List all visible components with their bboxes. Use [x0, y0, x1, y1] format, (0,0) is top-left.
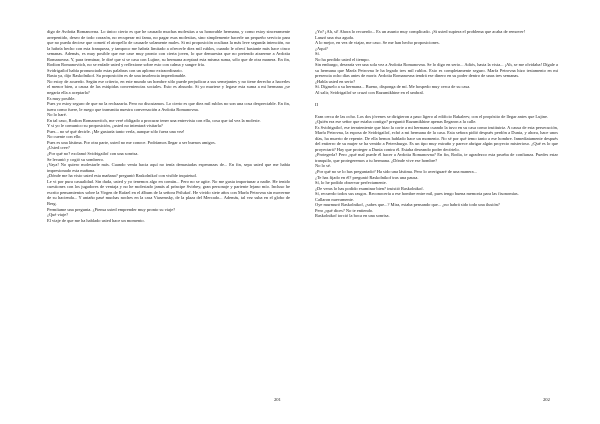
paragraph: Svidrigailof había pronunciado estas palabras con un aplomo extraordinario. — [47, 67, 183, 73]
paragraph: Y si yo le comunico su proposición, ¿usted no intentará visitarla? — [47, 123, 163, 129]
paragraph: Sí, recuerdo todos sus rasgos. Reconocería a ese hombre entre mil, pues tengo buena memoria para las fisonomías. — [315, 191, 519, 197]
paragraph: ¿Por qué no? exclamó Svidrigailof con una sonrisa. — [47, 151, 139, 157]
paragraph: ¿Aquí? — [315, 45, 328, 51]
paragraph: Callaron nuevamente. — [315, 196, 354, 202]
paragraph: ¡Vaya! No quiero molestarle más. Cuando venía hacia aquí no tenía demasiadas esperanzas de... En fin, sepa usted que me había impresionado esta mañana. — [47, 162, 290, 173]
paragraph: No lo sé. — [315, 163, 331, 169]
paragraph: Pero ¿qué dices? No te entiendo. — [315, 207, 374, 213]
paragraph: Se levantó y cogió su sombrero. — [47, 156, 104, 162]
paragraph: El viaje de que me ha hablado usted hace un momento. — [47, 217, 145, 223]
paragraph: Lanzó una risa aguda. — [315, 34, 354, 40]
paragraph: No ha perdido usted el tiempo. — [315, 56, 370, 62]
paragraph: Sí. — [315, 51, 320, 57]
paragraph: ¿Habla usted en serio? — [315, 78, 356, 84]
paragraph: No cuente con ello. — [47, 134, 82, 140]
paragraph: ¿Qué viaje? — [47, 212, 69, 218]
paragraph: ¿Te has fijado en él? preguntó Raskolnikof tras una pausa. — [315, 174, 419, 180]
paragraph: ¿Protegerla? Pero ¿qué mal puede él hacer a Avdotia Romanovna? En fin, Rodia, te agradezco esta prueba de confianza. Puedes estar tranquilo, que protegeremos a tu hermana. ¿Dónde vive ese hombre? — [315, 152, 558, 163]
paragraph: Permítame una pregunta. ¿Piensa usted emprender muy pronto su viaje? — [47, 206, 176, 212]
paragraph: Sí, lo he podido observar perfectamente. — [315, 180, 387, 186]
left-page-text — [47, 29, 290, 409]
right-page-number: 202 — [543, 397, 550, 402]
paragraph: Pues... no sé qué decirle. ¡Me gustaría tanto verla, aunque sólo fuera una vez! — [47, 128, 185, 134]
paragraph: ¿Quién era ese señor que estaba contigo? preguntó Razumikhine apenas llegaron a la calle. — [315, 119, 477, 125]
paragraph: Es Svidrigailof, ese terrateniente que hizo la corte a mi hermana cuando la tuvo en su casa como institutriz. A causa de esta persecución, Marfa Petrovna, la esposa de Svidrigailof, echó a mi hermana de la casa. Esta señora pidió después perdón a Dunia, y ahora, hace unos días, ha muerto de repente. De ella hemos hablado hace un momento. No sé por qué temo tanto a ese hombre. Inmediatamente después del entierro de su mujer se ha venido a Petersburgo. Es un tipo muy extraño y parece abrigar algún proyecto misterioso. ¿Qué es lo que proyectará? Hay que proteger a Dunia contra él. Estaba deseando poder decírtelo. — [315, 124, 558, 152]
paragraph: Sí. Dígaselo a su hermana... Bueno, disponga de mí. Me hospedo muy cerca de su casa. — [315, 84, 471, 90]
chapter-heading: II — [315, 101, 319, 107]
paragraph: En tal caso, Rodion Romanovitch, me veré obligado a procurar tener una entrevista con ella, cosa que tal vez la moleste. — [47, 117, 261, 123]
right-page-text — [315, 29, 558, 409]
paragraph: Le vi por pura casualidad. Sin duda, usted y yo tenemos algo en común... Pero no se agite. No me gusta importunar a nadie. He tenido cuestiones con los jugadores de ventaja y no he molestado jamás al príncipe Svirbey, gran personaje y pariente lejano mío. Incluso he escrito pensamientos sobre la Virgen de Rafael en el álbum de la señora Prilukof. He vivido siete años con Marfa Petrovna sin moverme de su hacienda... Y antaño pasé muchas noches en la casa Viasemsky, de la plaza del Mercado... Además, tal vez suba en el globo de Berg. — [47, 178, 290, 206]
paragraph: ¿Dónde me ha visto usted esta mañana? preguntó Raskolnikof con visible inquietud. — [47, 173, 197, 179]
paragraph: Eran cerca de las ocho. Los dos jóvenes se dirigieron a paso ligero al edificio Bakaleev, con el propósito de llegar antes que Lujine. — [315, 113, 549, 119]
paragraph: Sin embargo, desearía ver una sola vez a Avdotia Romanovna. Se lo digo en serio... Adiós, hasta la vista... ¡Ah, se me olvidaba! Dígale a su hermana que Marfa Petrovna le ha legado tres mil rublos. Esto es completamente seguro. Marfa Petrovna hizo testamento en mi presencia ocho días antes de morir. Avdotia Romanovna tendrá ese dinero en su poder dentro de unas tres semanas. — [315, 62, 558, 79]
paragraph: ¿Por qué no se lo has preguntado? Ha sido una lástima. Pero lo averiguaré de una manera... — [315, 169, 477, 175]
left-page-number: 201 — [274, 397, 281, 402]
paragraph: Basta ya, dijo Raskolnikof. Su proposición es de una insolencia imperdonable. — [47, 73, 187, 79]
paragraph: No lo haré. — [47, 112, 67, 118]
paragraph: digo de Avdotia Romanovna. Lo único cierto es que he causado muchas molestias a su honorable hermana, y como estoy sinceramente arrepentido, deseo de todo corazón, no recuperar mi fama, no pagar esas molestias, sino simplemente hacerle un pequeño servicio para que no pueda decirse que cometí el atropello de causarle solamente males. Si mi proposición ocultara la más leve segunda intención, no la habría hecho con esta franqueza, y tampoco me habría limitado a ofrecerle diez mil rublos, cuando le ofrecí bastante más hace cinco semanas. Además, es muy posible que me case muy pronto con cierta joven, lo que demuestra que no pretendo atraerme a Avdotia Romanovna. Y, para terminar, le diré que si se casa con Lujine, su hermana aceptará esta misma suma, sólo que de otra manera. En fin, Rodion Romanovitch, no se enfade usted y reflexione sobre esto con calma y sangre fría. — [47, 29, 290, 68]
paragraph: Pues es una lástima. Por otra parte, usted no me conoce. Podríamos llegar a ser buenos amigos. — [47, 139, 216, 145]
paragraph: ¿Yo? ¡Ah, sí! Ahora lo recuerdo... Es un asunto muy complicado. ¡Si usted supiera el problema que acaba de remover! — [315, 29, 526, 34]
paragraph: A lo mejor, en vez de viajar, me caso. Se me han hecho proposiciones. — [315, 40, 440, 46]
paragraph: Pues yo estoy seguro de que no la rechazaría. Pero no discutamos. Lo cierto es que diez mil rublos no son una cosa despreciable. En fin, tuera como fuere, le ruego que transmita nuestra conversación a Avdotia Romanovna. — [47, 101, 290, 112]
paragraph: Es muy posible. — [47, 95, 76, 101]
paragraph: No estoy de acuerdo. Según ese criterio, en este mundo un hombre sólo puede perjudicar a sus semejantes y no tiene derecho a hacerles el menor bien, a causa de las estúpidas conveniencias sociales. Esto es absurdo. Si yo muriese y legase esta suma a mi hermana ¿se negaría ella a aceptarla? — [47, 78, 290, 96]
paragraph: Al salir, Svidrigailof se cruzó con Razumikhine en el umbral. — [315, 90, 424, 96]
paragraph: ¿De veras lo has podido examinar bien? insistió Raskolnikof. — [315, 185, 424, 191]
paragraph: ¿Usted cree? — [47, 145, 70, 151]
paragraph: Oye murmuró Raskolnikof, ¿sabes que...? Mira, estaba pensando que... ¿no habrá sido todo una ilusión? — [315, 202, 500, 208]
paragraph: Raskolnikof torció la boca en una sonrisa. — [315, 213, 390, 219]
